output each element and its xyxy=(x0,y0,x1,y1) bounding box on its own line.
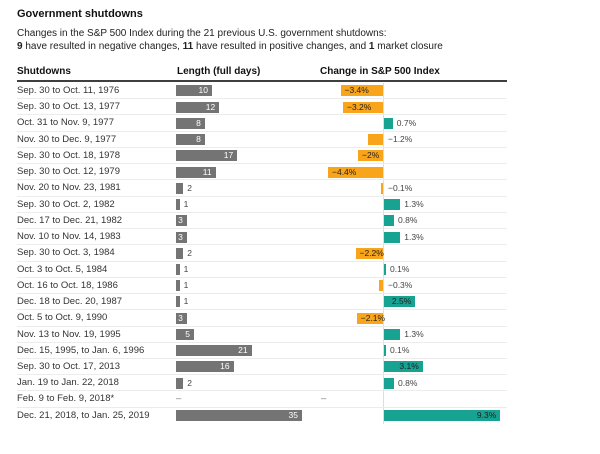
change-bar-positive xyxy=(384,232,400,243)
table-row xyxy=(17,164,507,180)
change-bar-negative xyxy=(357,312,386,324)
length-bar xyxy=(176,167,216,178)
change-bar-negative xyxy=(328,167,383,178)
shutdown-date-label: Sep. 30 to Oct. 18, 1978 xyxy=(17,149,120,161)
length-value-label: 1 xyxy=(183,199,189,210)
change-value-label: 9.3% xyxy=(476,410,497,421)
change-bar-negative xyxy=(379,280,383,291)
change-value-label: 0.1% xyxy=(390,345,410,356)
length-value-label: 16 xyxy=(220,361,230,372)
length-value-label: 35 xyxy=(288,410,298,421)
length-bar xyxy=(176,248,183,259)
chart-subtitle-line1: Changes in the S&P 500 Index during the 21 previous U.S. government shutdowns: xyxy=(17,28,387,39)
length-bar xyxy=(176,199,180,210)
length-bar xyxy=(176,183,183,194)
change-value-label: 2.5% xyxy=(391,296,412,307)
change-value-label: 0.1% xyxy=(390,263,410,274)
shutdown-date-label: Nov. 10 to Nov. 14, 1983 xyxy=(17,231,121,243)
change-bar-positive xyxy=(384,410,500,421)
length-value-label: 8 xyxy=(196,117,201,128)
change-bar-negative xyxy=(343,102,383,113)
shutdown-date-label: Sep. 30 to Oct. 13, 1977 xyxy=(17,101,120,113)
change-bar-positive xyxy=(384,264,386,275)
change-bar-positive xyxy=(384,215,394,226)
table-row xyxy=(17,99,507,115)
table-row xyxy=(17,327,507,343)
change-value-label: −2.1% xyxy=(360,312,386,323)
table-row xyxy=(17,278,507,294)
change-bar-negative xyxy=(381,183,383,194)
change-value-label: 1.3% xyxy=(404,328,424,339)
length-bar xyxy=(176,215,187,226)
table-row xyxy=(17,197,507,213)
change-value-label: −4.4% xyxy=(332,166,357,177)
length-bar xyxy=(176,329,194,340)
length-value-label: 3 xyxy=(178,215,183,226)
table-row xyxy=(17,375,507,391)
shutdown-date-label: Sep. 30 to Oct. 11, 1976 xyxy=(17,85,120,96)
change-value-label: 0.7% xyxy=(396,117,417,128)
change-bar-positive xyxy=(384,378,394,389)
length-value-label: 2 xyxy=(187,247,192,258)
column-header-length: Length (full days) xyxy=(177,66,261,77)
table-row xyxy=(17,213,507,229)
shutdown-date-label: Sep. 30 to Oct. 2, 1982 xyxy=(17,198,115,210)
length-bar xyxy=(176,313,187,324)
length-value-label: 17 xyxy=(223,150,234,161)
length-value-label: 2 xyxy=(187,182,192,193)
shutdown-date-label: Dec. 21, 2018, to Jan. 25, 2019 xyxy=(17,409,150,421)
change-value-label: −3.4% xyxy=(344,85,369,96)
length-value-label: 3 xyxy=(178,312,183,323)
change-value-label: 1.3% xyxy=(404,199,424,210)
table-row xyxy=(17,83,507,99)
shutdown-date-label: Sep. 30 to Oct. 17, 2013 xyxy=(17,360,120,372)
column-header-shutdowns: Shutdowns xyxy=(17,66,71,77)
change-bar-positive xyxy=(384,199,400,210)
shutdown-date-label: Dec. 17 to Dec. 21, 1982 xyxy=(17,214,123,226)
no-data-dash: – xyxy=(176,393,182,405)
length-bar xyxy=(176,134,205,145)
shutdown-date-label: Feb. 9 to Feb. 9, 2018* xyxy=(17,393,115,405)
no-data-dash: – xyxy=(321,393,327,405)
table-row xyxy=(17,294,507,310)
shutdown-date-label: Nov. 30 to Dec. 9, 1977 xyxy=(17,133,117,145)
length-bar xyxy=(176,264,180,275)
shutdown-date-label: Sep. 30 to Oct. 3, 1984 xyxy=(17,247,115,259)
table-row xyxy=(17,229,507,245)
table-row xyxy=(17,115,507,131)
column-headers xyxy=(0,66,600,80)
table-row xyxy=(17,180,507,196)
length-value-label: 8 xyxy=(196,134,201,145)
length-bar xyxy=(176,410,302,421)
table-row xyxy=(17,262,507,278)
table-row xyxy=(17,132,507,148)
shutdown-date-label: Jan. 19 to Jan. 22, 2018 xyxy=(17,377,119,389)
change-value-label: 1.3% xyxy=(404,231,424,242)
length-value-label: 1 xyxy=(183,296,189,307)
change-bar-positive xyxy=(384,361,423,372)
length-value-label: 1 xyxy=(183,280,189,291)
length-bar xyxy=(176,118,205,129)
length-value-label: 12 xyxy=(205,101,216,112)
change-value-label: −0.3% xyxy=(388,280,413,291)
change-value-label: 3.1% xyxy=(399,361,419,372)
length-bar xyxy=(176,378,183,389)
header-rule xyxy=(17,80,507,82)
change-bar-negative xyxy=(368,134,383,145)
length-bar xyxy=(176,345,252,356)
change-bar-positive xyxy=(384,345,386,356)
change-bar-positive xyxy=(384,329,400,340)
change-value-label: 0.8% xyxy=(398,377,418,388)
length-value-label: 5 xyxy=(185,328,190,339)
change-bar-negative xyxy=(341,85,384,96)
shutdown-date-label: Oct. 16 to Oct. 18, 1986 xyxy=(17,279,118,291)
length-bar xyxy=(176,102,219,113)
length-value-label: 10 xyxy=(198,85,208,96)
change-value-label: −2% xyxy=(362,150,380,161)
change-value-label: −0.1% xyxy=(388,182,413,193)
length-value-label: 2 xyxy=(187,377,192,388)
shutdown-date-label: Nov. 20 to Nov. 23, 1981 xyxy=(17,182,121,194)
chart-rows xyxy=(17,83,507,424)
table-row xyxy=(17,343,507,359)
length-bar xyxy=(176,296,180,307)
table-row xyxy=(17,408,507,424)
shutdown-date-label: Oct. 31 to Nov. 9, 1977 xyxy=(17,117,114,129)
table-row xyxy=(17,148,507,164)
shutdown-date-label: Nov. 13 to Nov. 19, 1995 xyxy=(17,328,121,340)
shutdown-date-label: Oct. 3 to Oct. 5, 1984 xyxy=(17,263,108,275)
length-value-label: 1 xyxy=(183,263,189,274)
table-row xyxy=(17,359,507,375)
chart-title: Government shutdowns xyxy=(17,8,143,20)
change-value-label: −1.2% xyxy=(388,134,413,145)
length-value-label: 11 xyxy=(202,166,212,177)
change-bar-positive xyxy=(384,296,415,307)
length-bar xyxy=(176,85,212,96)
shutdown-date-label: Dec. 15, 1995, to Jan. 6, 1996 xyxy=(17,344,145,356)
change-bar-negative xyxy=(356,248,384,259)
change-value-label: 0.8% xyxy=(398,215,418,226)
length-bar xyxy=(176,150,237,161)
length-value-label: 3 xyxy=(178,231,183,242)
shutdown-date-label: Dec. 18 to Dec. 20, 1987 xyxy=(17,296,123,308)
change-value-label: −2.2% xyxy=(359,247,384,258)
length-bar xyxy=(176,361,234,372)
length-bar xyxy=(176,280,180,291)
chart-subtitle-line2: 9 have resulted in negative changes, 11 have resulted in positive changes, and 1 market closure xyxy=(17,41,443,52)
table-row xyxy=(17,310,507,326)
table-row xyxy=(17,391,507,407)
change-value-label: −3.2% xyxy=(347,101,372,112)
column-header-change: Change in S&P 500 Index xyxy=(320,66,440,77)
length-bar xyxy=(176,232,187,243)
shutdown-date-label: Oct. 5 to Oct. 9, 1990 xyxy=(17,312,108,324)
change-bar-positive xyxy=(384,118,393,129)
table-row xyxy=(17,245,507,261)
change-bar-negative xyxy=(358,150,383,161)
length-value-label: 21 xyxy=(238,345,248,356)
shutdown-date-label: Sep. 30 to Oct. 12, 1979 xyxy=(17,166,120,178)
